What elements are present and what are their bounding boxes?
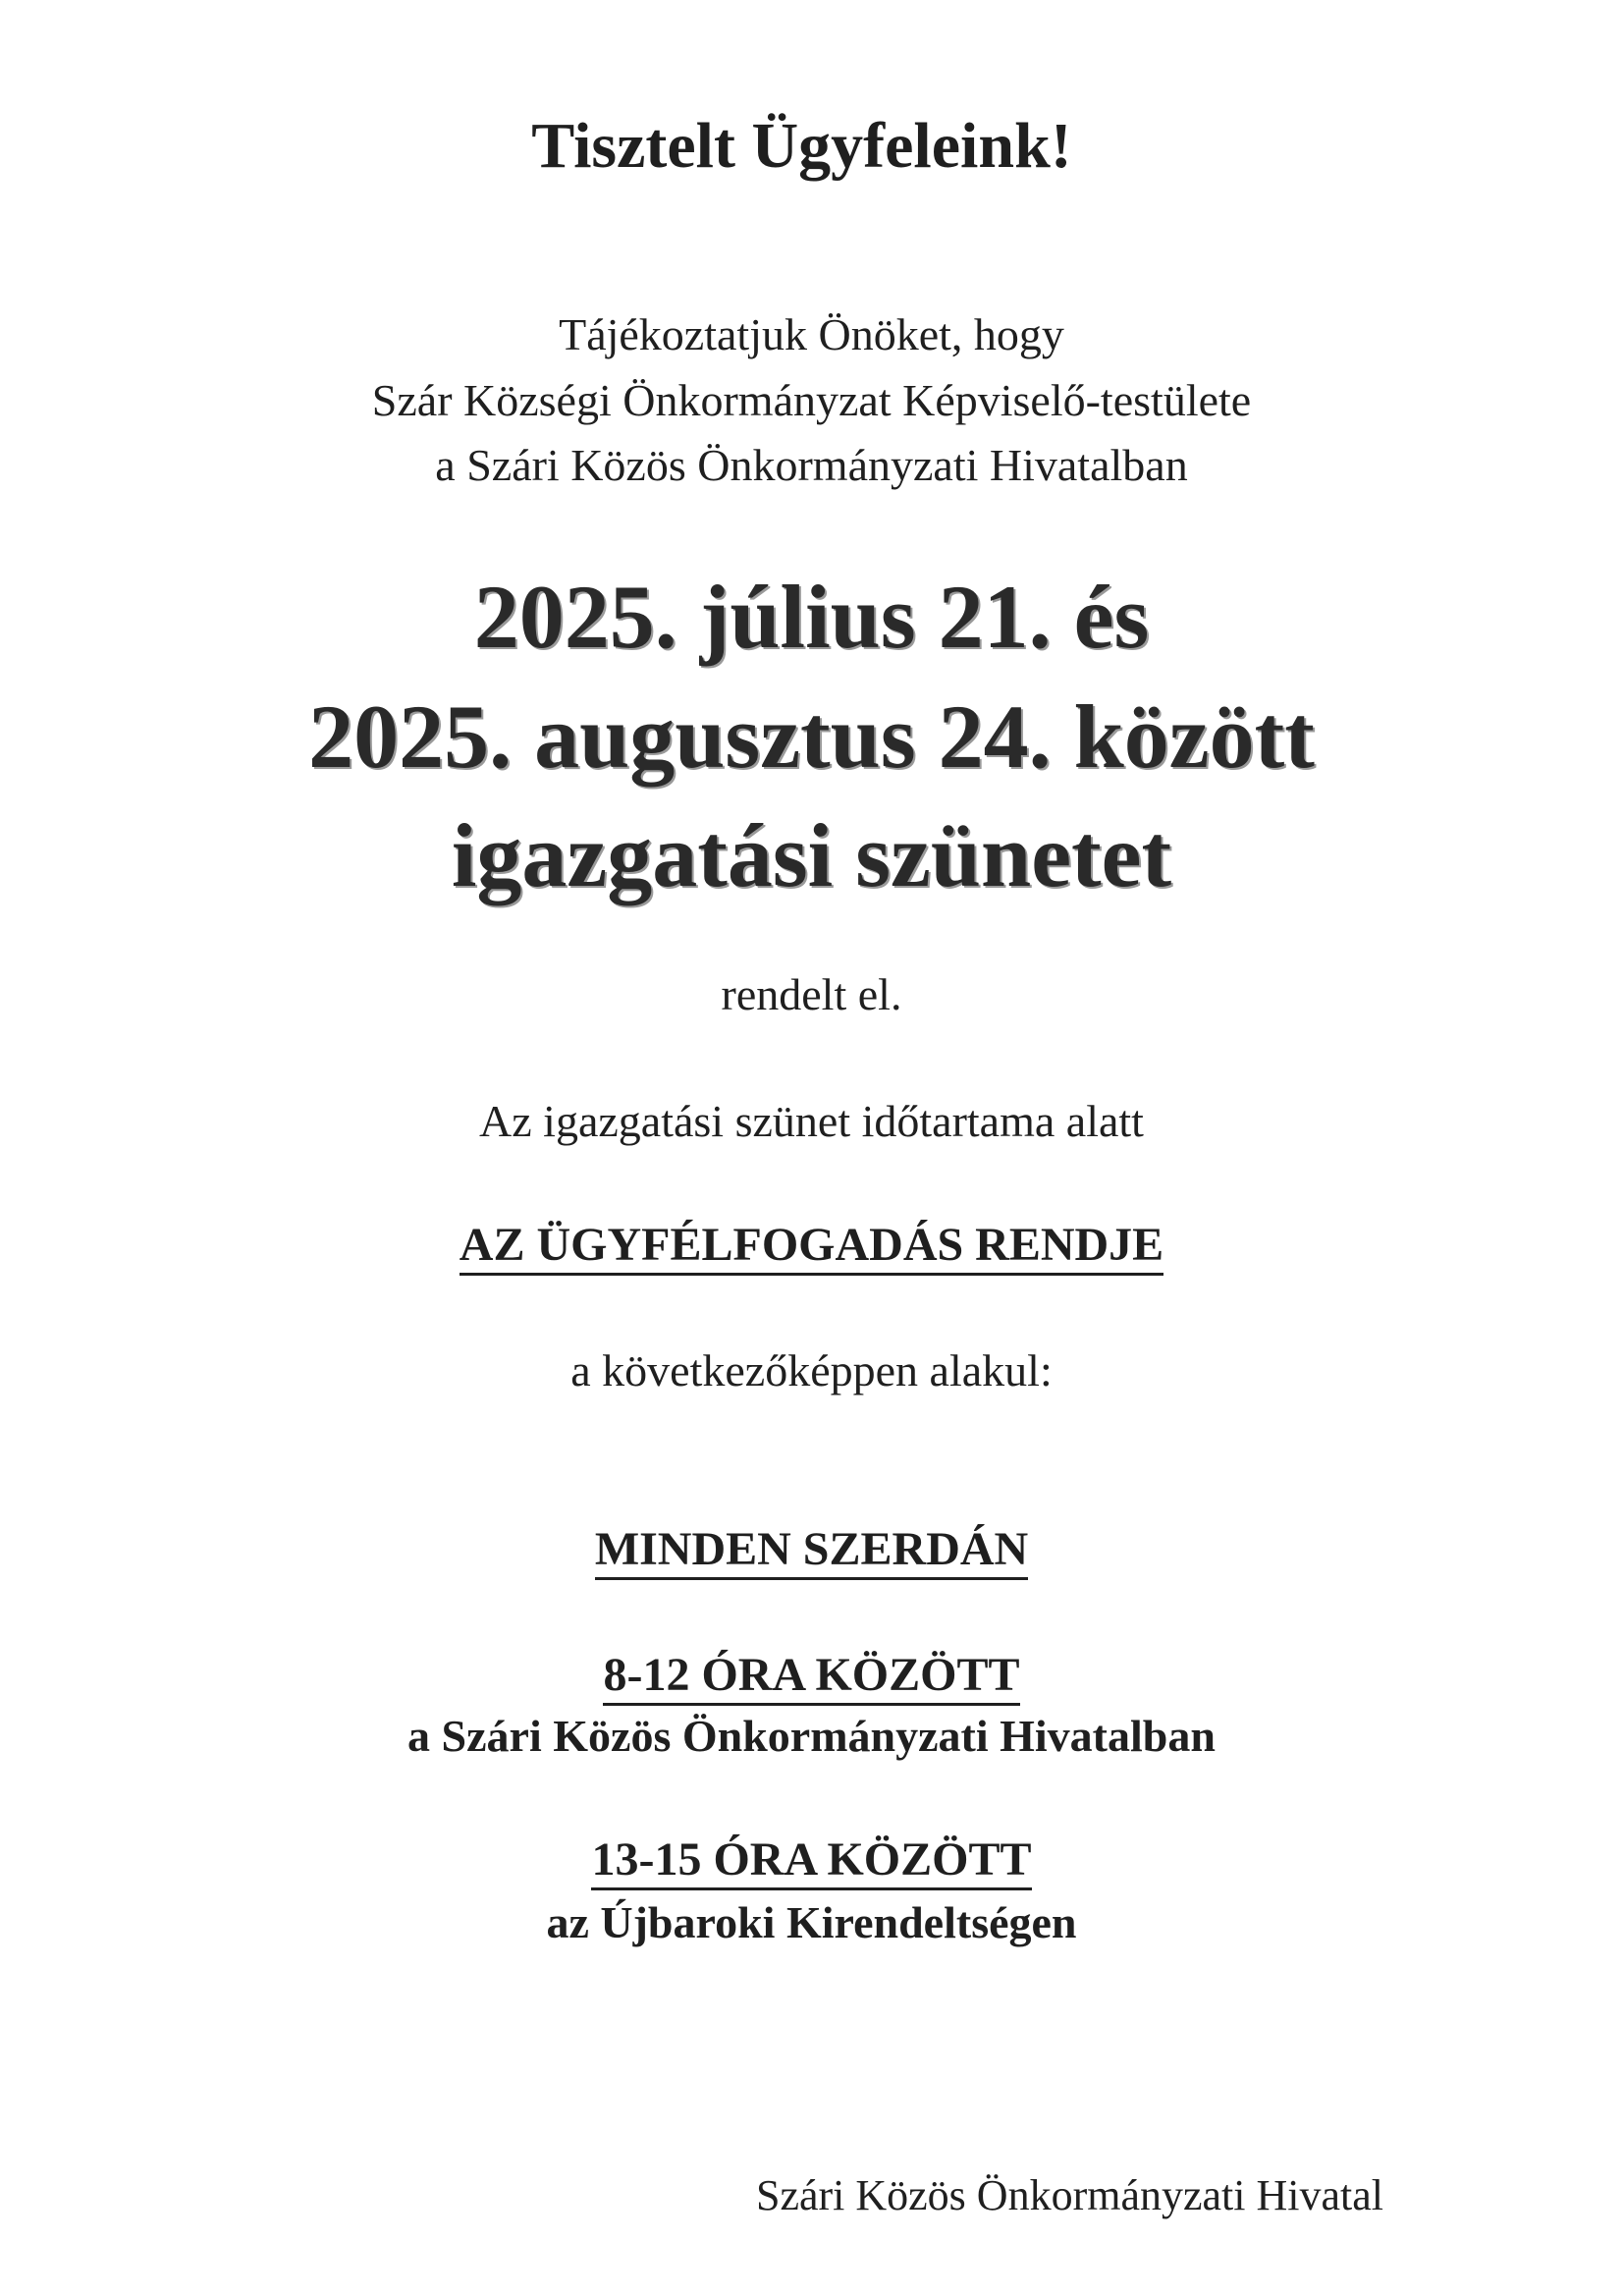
schedule-place-1: a Szári Közös Önkormányzati Hivatalban <box>407 1711 1216 1761</box>
schedule-time-2 <box>0 1833 1623 1886</box>
day-heading-text: MINDEN SZERDÁN <box>595 1523 1028 1580</box>
headline-line-1: 2025. július 21. és <box>473 567 1150 667</box>
schedule-time-1-text: 8-12 ÓRA KÖZÖTT <box>603 1649 1019 1706</box>
reception-heading <box>0 1219 1623 1271</box>
during-text: Az igazgatási szünet időtartama alatt <box>479 1096 1144 1146</box>
signature: Szári Közös Önkormányzati Hivatal <box>755 2171 1383 2219</box>
intro-line-2: Szár Községi Önkormányzat Képviselő-testülete <box>371 375 1252 425</box>
headline-line-3: igazgatási szünetet <box>451 805 1172 905</box>
ordered-text: rendelt el. <box>721 969 902 1019</box>
day-heading <box>0 1523 1623 1575</box>
notice-title: Tisztelt Ügyfeleink! <box>531 110 1072 182</box>
schedule-time-1 <box>0 1649 1623 1701</box>
schedule-place-2: az Újbaroki Kirendeltségen <box>546 1897 1077 1947</box>
schedule-time-2-text: 13-15 ÓRA KÖZÖTT <box>591 1833 1031 1890</box>
reception-heading-text: AZ ÜGYFÉLFOGADÁS RENDJE <box>460 1219 1163 1276</box>
intro-line-1: Tájékoztatjuk Önöket, hogy <box>559 309 1064 359</box>
intro-line-3: a Szári Közös Önkormányzati Hivatalban <box>435 440 1188 490</box>
as-follows-text: a következőképpen alakul: <box>570 1345 1053 1395</box>
headline-line-2: 2025. augusztus 24. között <box>308 686 1315 787</box>
